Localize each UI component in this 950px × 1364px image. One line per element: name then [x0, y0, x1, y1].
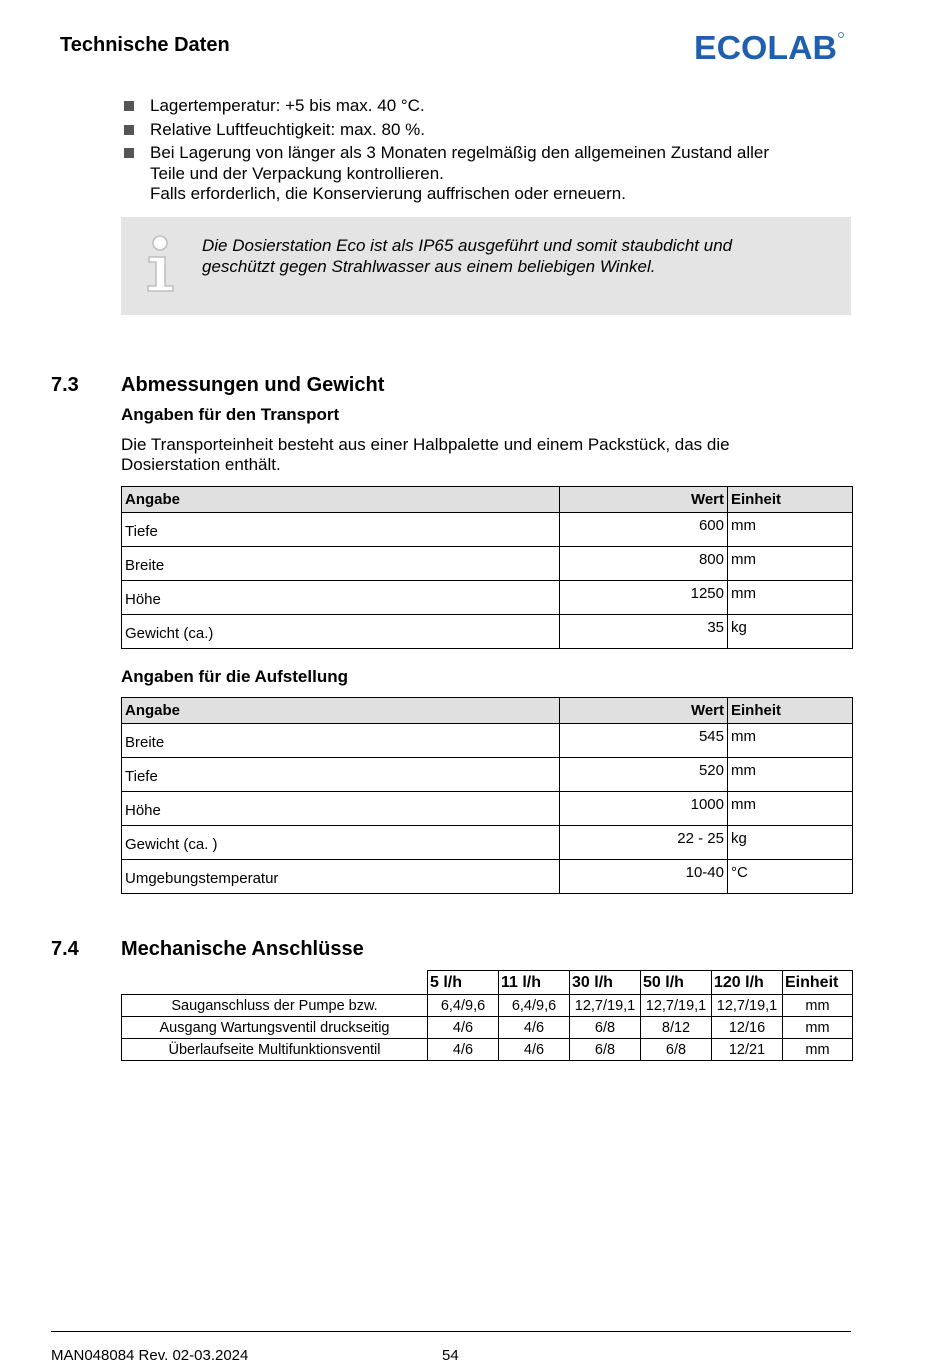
- blank-header-cell: [122, 971, 428, 995]
- table-cell: mm: [728, 724, 853, 758]
- table-cell: Gewicht (ca. ): [122, 826, 560, 860]
- ecolab-logo: [694, 30, 844, 62]
- table-cell: kg: [728, 615, 853, 649]
- table-cell: mm: [728, 513, 853, 547]
- transport-table: [121, 486, 853, 649]
- info-icon: [145, 235, 177, 293]
- table-cell: 12,7/19,1: [641, 995, 712, 1017]
- column-header: Einheit: [728, 487, 853, 513]
- table-row: [122, 995, 853, 1017]
- table-cell: Umgebungstemperatur: [122, 860, 560, 894]
- table-row: [122, 547, 853, 581]
- intro-line: Die Transporteinheit besteht aus einer Halbpalette und einem Packstück, das die: [121, 435, 730, 454]
- list-item-text: Falls erforderlich, die Konservierung auffrischen oder erneuern.: [150, 184, 626, 203]
- table-cell: mm: [783, 995, 853, 1017]
- list-item-text: Relative Luftfeuchtigkeit: max. 80 %.: [150, 119, 425, 139]
- bullet-square-icon: [124, 101, 134, 111]
- column-header: Wert: [560, 698, 728, 724]
- table-cell: 22 - 25: [560, 826, 728, 860]
- table-cell: 12/16: [712, 1017, 783, 1039]
- table-cell: Höhe: [122, 792, 560, 826]
- table-cell: kg: [728, 826, 853, 860]
- table-cell: Höhe: [122, 581, 560, 615]
- table-cell: 6/8: [570, 1039, 641, 1061]
- table-row: [122, 513, 853, 547]
- info-note-box: [121, 217, 851, 315]
- transport-subtitle: Angaben für den Transport: [121, 405, 340, 424]
- bullet-square-icon: [124, 125, 134, 135]
- column-header: Einheit: [783, 971, 853, 995]
- table-cell: mm: [783, 1017, 853, 1039]
- mechanical-connections-table: [121, 970, 853, 1061]
- list-item: [122, 96, 842, 117]
- column-header: Wert: [560, 487, 728, 513]
- table-cell: 545: [560, 724, 728, 758]
- table-row: [122, 758, 853, 792]
- table-cell: Breite: [122, 724, 560, 758]
- page-number: 54: [442, 1347, 459, 1364]
- table-header-row: [122, 971, 853, 995]
- table-cell: 520: [560, 758, 728, 792]
- table-cell: mm: [728, 758, 853, 792]
- table-row: [122, 581, 853, 615]
- column-header: Angabe: [122, 487, 560, 513]
- table-cell: 1000: [560, 792, 728, 826]
- storage-conditions-list: [122, 96, 842, 208]
- table-cell: 4/6: [428, 1017, 499, 1039]
- table-cell: °C: [728, 860, 853, 894]
- table-cell: Tiefe: [122, 758, 560, 792]
- list-item-text: Bei Lagerung von länger als 3 Monaten regelmäßig den allgemeinen Zustand aller: [150, 143, 769, 162]
- table-cell: Ausgang Wartungsventil druckseitig: [122, 1017, 428, 1039]
- column-header: 5 l/h: [428, 971, 499, 995]
- table-cell: 4/6: [499, 1039, 570, 1061]
- table-cell: mm: [783, 1039, 853, 1061]
- table-row: [122, 1039, 853, 1061]
- setup-table: [121, 697, 853, 894]
- table-cell: Gewicht (ca.): [122, 615, 560, 649]
- table-cell: 600: [560, 513, 728, 547]
- list-item: [122, 120, 842, 141]
- logo-text: ECOLAB: [694, 30, 837, 62]
- table-cell: 8/12: [641, 1017, 712, 1039]
- table-cell: 6/8: [641, 1039, 712, 1061]
- column-header: 120 l/h: [712, 971, 783, 995]
- column-header: Einheit: [728, 698, 853, 724]
- table-cell: 6,4/9,6: [499, 995, 570, 1017]
- table-row: [122, 860, 853, 894]
- table-row: [122, 792, 853, 826]
- table-cell: Überlaufseite Multifunktionsventil: [122, 1039, 428, 1061]
- column-header: 11 l/h: [499, 971, 570, 995]
- section-number: 7.3: [51, 374, 79, 396]
- table-cell: 35: [560, 615, 728, 649]
- bullet-square-icon: [124, 148, 134, 158]
- table-cell: 12/21: [712, 1039, 783, 1061]
- table-cell: 6,4/9,6: [428, 995, 499, 1017]
- table-row: [122, 826, 853, 860]
- table-cell: 12,7/19,1: [570, 995, 641, 1017]
- section-title: Abmessungen und Gewicht: [121, 374, 385, 396]
- list-item-text: Teile und der Verpackung kontrollieren.: [150, 163, 444, 183]
- table-row: [122, 724, 853, 758]
- intro-line: Dosierstation enthält.: [121, 455, 281, 474]
- setup-subtitle: Angaben für die Aufstellung: [121, 667, 348, 686]
- column-header: Angabe: [122, 698, 560, 724]
- list-item: [122, 143, 842, 205]
- table-cell: 6/8: [570, 1017, 641, 1039]
- column-header: 30 l/h: [570, 971, 641, 995]
- info-note-line: geschützt gegen Strahlwasser aus einem beliebigen Winkel.: [202, 257, 656, 276]
- table-cell: mm: [728, 581, 853, 615]
- document-id: MAN048084 Rev. 02-03.2024: [51, 1347, 249, 1364]
- info-note-text: [202, 235, 832, 277]
- table-header-row: [122, 487, 853, 513]
- column-header: 50 l/h: [641, 971, 712, 995]
- table-cell: 1250: [560, 581, 728, 615]
- table-header-row: [122, 698, 853, 724]
- section-number: 7.4: [51, 938, 79, 960]
- list-item-text: Lagertemperatur: +5 bis max. 40 °C.: [150, 96, 425, 115]
- page-header-title: Technische Daten: [60, 34, 230, 56]
- section-title: Mechanische Anschlüsse: [121, 938, 364, 960]
- table-cell: mm: [728, 547, 853, 581]
- footer-divider: [51, 1331, 851, 1332]
- table-cell: Sauganschluss der Pumpe bzw.: [122, 995, 428, 1017]
- table-cell: 12,7/19,1: [712, 995, 783, 1017]
- table-row: [122, 615, 853, 649]
- table-cell: mm: [728, 792, 853, 826]
- table-cell: 10-40: [560, 860, 728, 894]
- transport-intro: [121, 435, 841, 475]
- table-cell: 800: [560, 547, 728, 581]
- info-note-line: Die Dosierstation Eco ist als IP65 ausgeführt und somit staubdicht und: [202, 236, 733, 255]
- table-cell: Tiefe: [122, 513, 560, 547]
- table-cell: 4/6: [428, 1039, 499, 1061]
- table-cell: Breite: [122, 547, 560, 581]
- table-row: [122, 1017, 853, 1039]
- table-cell: 4/6: [499, 1017, 570, 1039]
